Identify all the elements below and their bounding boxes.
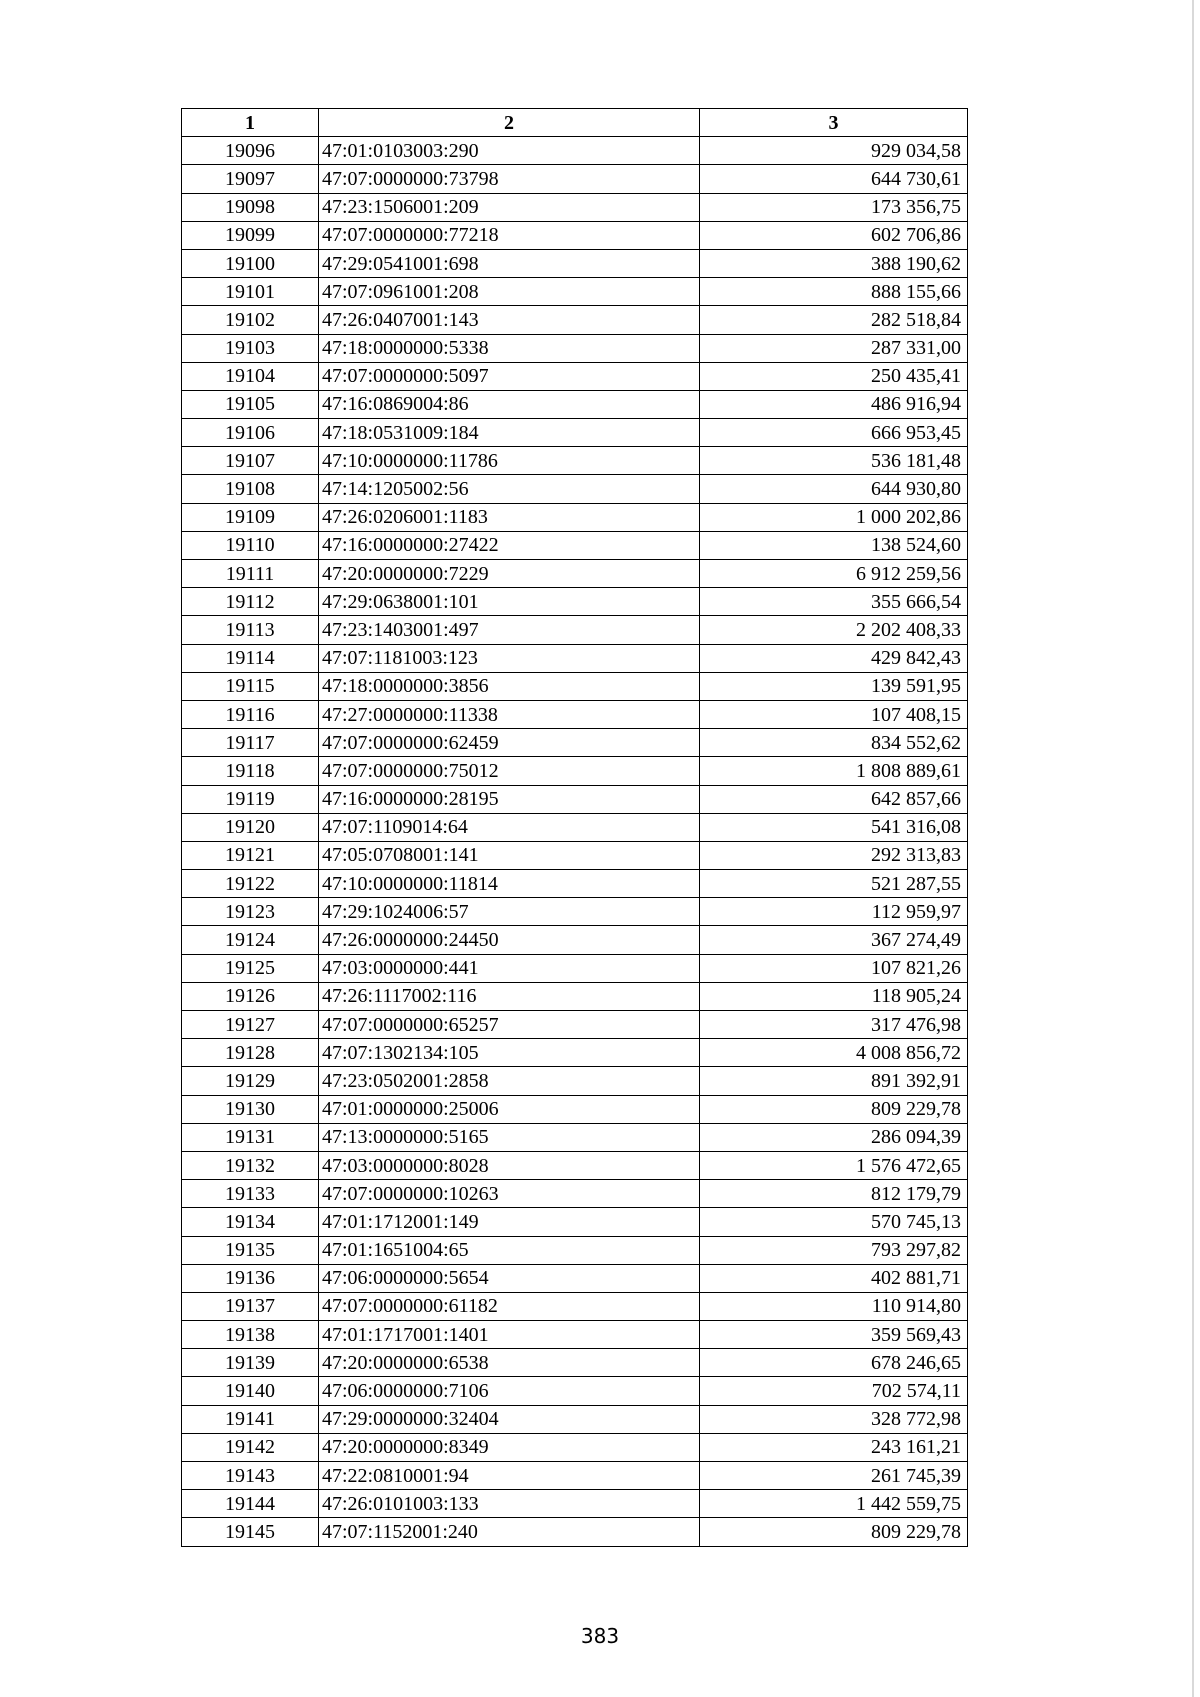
cadastral-number-cell: 47:10:0000000:11814	[319, 870, 700, 898]
cadastral-number-cell: 47:23:1403001:497	[319, 616, 700, 644]
table-row	[182, 419, 968, 447]
table-row	[182, 334, 968, 362]
row-number-cell: 19141	[182, 1405, 319, 1433]
table-row	[182, 362, 968, 390]
value-cell: 4 008 856,72	[700, 1039, 968, 1067]
value-cell: 812 179,79	[700, 1180, 968, 1208]
value-cell: 173 356,75	[700, 193, 968, 221]
cadastral-number-cell: 47:07:1109014:64	[319, 813, 700, 841]
table-row	[182, 306, 968, 334]
table-row	[182, 137, 968, 165]
table-row	[182, 616, 968, 644]
value-cell: 317 476,98	[700, 1011, 968, 1039]
cadastral-number-cell: 47:26:1117002:116	[319, 982, 700, 1010]
row-number-cell: 19124	[182, 926, 319, 954]
row-number-cell: 19116	[182, 700, 319, 728]
value-cell: 107 821,26	[700, 954, 968, 982]
row-number-cell: 19105	[182, 390, 319, 418]
cadastral-number-cell: 47:07:1152001:240	[319, 1518, 700, 1546]
value-cell: 250 435,41	[700, 362, 968, 390]
table-row	[182, 1462, 968, 1490]
table-row	[182, 954, 968, 982]
row-number-cell: 19114	[182, 644, 319, 672]
cadastral-number-cell: 47:07:1302134:105	[319, 1039, 700, 1067]
value-cell: 2 202 408,33	[700, 616, 968, 644]
row-number-cell: 19102	[182, 306, 319, 334]
value-cell: 536 181,48	[700, 447, 968, 475]
value-cell: 1 576 472,65	[700, 1151, 968, 1179]
table-row	[182, 1264, 968, 1292]
value-cell: 1 000 202,86	[700, 503, 968, 531]
table-row	[182, 1011, 968, 1039]
row-number-cell: 19122	[182, 870, 319, 898]
cadastral-number-cell: 47:18:0531009:184	[319, 419, 700, 447]
cadastral-number-cell: 47:01:0103003:290	[319, 137, 700, 165]
table-row	[182, 1321, 968, 1349]
row-number-cell: 19143	[182, 1462, 319, 1490]
data-table	[181, 108, 968, 1547]
cadastral-number-cell: 47:05:0708001:141	[319, 841, 700, 869]
cadastral-number-cell: 47:22:0810001:94	[319, 1462, 700, 1490]
value-cell: 282 518,84	[700, 306, 968, 334]
value-cell: 292 313,83	[700, 841, 968, 869]
table-row	[182, 785, 968, 813]
header-row	[182, 109, 968, 137]
row-number-cell: 19138	[182, 1321, 319, 1349]
table-row	[182, 813, 968, 841]
table-row	[182, 870, 968, 898]
row-number-cell: 19111	[182, 560, 319, 588]
row-number-cell: 19123	[182, 898, 319, 926]
value-cell: 793 297,82	[700, 1236, 968, 1264]
cadastral-number-cell: 47:26:0101003:133	[319, 1490, 700, 1518]
cadastral-number-cell: 47:07:0000000:61182	[319, 1292, 700, 1320]
cadastral-number-cell: 47:26:0206001:1183	[319, 503, 700, 531]
value-cell: 243 161,21	[700, 1433, 968, 1461]
cadastral-number-cell: 47:07:0000000:10263	[319, 1180, 700, 1208]
row-number-cell: 19112	[182, 588, 319, 616]
row-number-cell: 19144	[182, 1490, 319, 1518]
row-number-cell: 19104	[182, 362, 319, 390]
value-cell: 328 772,98	[700, 1405, 968, 1433]
value-cell: 678 246,65	[700, 1349, 968, 1377]
table-row	[182, 560, 968, 588]
table-row	[182, 1377, 968, 1405]
table-header	[182, 109, 968, 137]
cadastral-number-cell: 47:06:0000000:5654	[319, 1264, 700, 1292]
table-row	[182, 926, 968, 954]
row-number-cell: 19130	[182, 1095, 319, 1123]
cadastral-number-cell: 47:16:0869004:86	[319, 390, 700, 418]
row-number-cell: 19103	[182, 334, 319, 362]
row-number-cell: 19107	[182, 447, 319, 475]
cadastral-number-cell: 47:26:0407001:143	[319, 306, 700, 334]
value-cell: 486 916,94	[700, 390, 968, 418]
value-cell: 388 190,62	[700, 249, 968, 277]
table-row	[182, 503, 968, 531]
row-number-cell: 19129	[182, 1067, 319, 1095]
row-number-cell: 19135	[182, 1236, 319, 1264]
cadastral-number-cell: 47:07:0000000:62459	[319, 729, 700, 757]
cadastral-number-cell: 47:27:0000000:11338	[319, 700, 700, 728]
row-number-cell: 19098	[182, 193, 319, 221]
value-cell: 929 034,58	[700, 137, 968, 165]
row-number-cell: 19128	[182, 1039, 319, 1067]
cadastral-number-cell: 47:14:1205002:56	[319, 475, 700, 503]
cadastral-number-cell: 47:18:0000000:5338	[319, 334, 700, 362]
row-number-cell: 19101	[182, 278, 319, 306]
cadastral-number-cell: 47:01:0000000:25006	[319, 1095, 700, 1123]
row-number-cell: 19118	[182, 757, 319, 785]
value-cell: 570 745,13	[700, 1208, 968, 1236]
value-cell: 1 808 889,61	[700, 757, 968, 785]
value-cell: 286 094,39	[700, 1123, 968, 1151]
value-cell: 644 730,61	[700, 165, 968, 193]
table-row	[182, 1123, 968, 1151]
cadastral-number-cell: 47:06:0000000:7106	[319, 1377, 700, 1405]
cadastral-number-cell: 47:20:0000000:7229	[319, 560, 700, 588]
table-container	[181, 108, 967, 1547]
table-row	[182, 588, 968, 616]
row-number-cell: 19097	[182, 165, 319, 193]
table-row	[182, 1518, 968, 1546]
value-cell: 6 912 259,56	[700, 560, 968, 588]
table-row	[182, 193, 968, 221]
table-row	[182, 1349, 968, 1377]
cadastral-number-cell: 47:03:0000000:8028	[319, 1151, 700, 1179]
table-row	[182, 1095, 968, 1123]
cadastral-number-cell: 47:16:0000000:28195	[319, 785, 700, 813]
value-cell: 521 287,55	[700, 870, 968, 898]
cadastral-number-cell: 47:01:1712001:149	[319, 1208, 700, 1236]
value-cell: 888 155,66	[700, 278, 968, 306]
value-cell: 1 442 559,75	[700, 1490, 968, 1518]
row-number-cell: 19139	[182, 1349, 319, 1377]
table-row	[182, 729, 968, 757]
cadastral-number-cell: 47:03:0000000:441	[319, 954, 700, 982]
row-number-cell: 19120	[182, 813, 319, 841]
row-number-cell: 19136	[182, 1264, 319, 1292]
row-number-cell: 19126	[182, 982, 319, 1010]
value-cell: 112 959,97	[700, 898, 968, 926]
value-cell: 642 857,66	[700, 785, 968, 813]
value-cell: 702 574,11	[700, 1377, 968, 1405]
page-edge-line	[1192, 0, 1194, 1697]
table-row	[182, 249, 968, 277]
cadastral-number-cell: 47:20:0000000:8349	[319, 1433, 700, 1461]
table-row	[182, 700, 968, 728]
value-cell: 359 569,43	[700, 1321, 968, 1349]
cadastral-number-cell: 47:07:0961001:208	[319, 278, 700, 306]
table-row	[182, 531, 968, 559]
cadastral-number-cell: 47:13:0000000:5165	[319, 1123, 700, 1151]
value-cell: 644 930,80	[700, 475, 968, 503]
row-number-cell: 19108	[182, 475, 319, 503]
cadastral-number-cell: 47:29:1024006:57	[319, 898, 700, 926]
table-row	[182, 1151, 968, 1179]
row-number-cell: 19137	[182, 1292, 319, 1320]
table-row	[182, 221, 968, 249]
cadastral-number-cell: 47:10:0000000:11786	[319, 447, 700, 475]
cadastral-number-cell: 47:29:0000000:32404	[319, 1405, 700, 1433]
row-number-cell: 19132	[182, 1151, 319, 1179]
cadastral-number-cell: 47:29:0541001:698	[319, 249, 700, 277]
value-cell: 367 274,49	[700, 926, 968, 954]
row-number-cell: 19121	[182, 841, 319, 869]
value-cell: 602 706,86	[700, 221, 968, 249]
value-cell: 834 552,62	[700, 729, 968, 757]
value-cell: 118 905,24	[700, 982, 968, 1010]
cadastral-number-cell: 47:01:1651004:65	[319, 1236, 700, 1264]
header-cell-1: 1	[182, 109, 319, 137]
table-row	[182, 1405, 968, 1433]
value-cell: 541 316,08	[700, 813, 968, 841]
value-cell: 809 229,78	[700, 1518, 968, 1546]
row-number-cell: 19142	[182, 1433, 319, 1461]
value-cell: 666 953,45	[700, 419, 968, 447]
cadastral-number-cell: 47:07:0000000:65257	[319, 1011, 700, 1039]
value-cell: 891 392,91	[700, 1067, 968, 1095]
value-cell: 809 229,78	[700, 1095, 968, 1123]
value-cell: 261 745,39	[700, 1462, 968, 1490]
row-number-cell: 19110	[182, 531, 319, 559]
row-number-cell: 19125	[182, 954, 319, 982]
cadastral-number-cell: 47:16:0000000:27422	[319, 531, 700, 559]
table-row	[182, 1208, 968, 1236]
row-number-cell: 19133	[182, 1180, 319, 1208]
table-row	[182, 1292, 968, 1320]
cadastral-number-cell: 47:07:0000000:77218	[319, 221, 700, 249]
table-row	[182, 982, 968, 1010]
row-number-cell: 19117	[182, 729, 319, 757]
row-number-cell: 19119	[182, 785, 319, 813]
table-row	[182, 390, 968, 418]
value-cell: 355 666,54	[700, 588, 968, 616]
cadastral-number-cell: 47:07:1181003:123	[319, 644, 700, 672]
row-number-cell: 19113	[182, 616, 319, 644]
cadastral-number-cell: 47:07:0000000:5097	[319, 362, 700, 390]
cadastral-number-cell: 47:07:0000000:73798	[319, 165, 700, 193]
cadastral-number-cell: 47:26:0000000:24450	[319, 926, 700, 954]
table-row	[182, 644, 968, 672]
table-row	[182, 672, 968, 700]
table-row	[182, 841, 968, 869]
table-body	[182, 137, 968, 1546]
value-cell: 429 842,43	[700, 644, 968, 672]
value-cell: 110 914,80	[700, 1292, 968, 1320]
header-cell-2: 2	[319, 109, 700, 137]
cadastral-number-cell: 47:29:0638001:101	[319, 588, 700, 616]
row-number-cell: 19099	[182, 221, 319, 249]
value-cell: 139 591,95	[700, 672, 968, 700]
table-row	[182, 1236, 968, 1264]
table-row	[182, 165, 968, 193]
cadastral-number-cell: 47:01:1717001:1401	[319, 1321, 700, 1349]
row-number-cell: 19109	[182, 503, 319, 531]
row-number-cell: 19145	[182, 1518, 319, 1546]
table-row	[182, 898, 968, 926]
row-number-cell: 19140	[182, 1377, 319, 1405]
row-number-cell: 19131	[182, 1123, 319, 1151]
cadastral-number-cell: 47:23:1506001:209	[319, 193, 700, 221]
header-cell-3: 3	[700, 109, 968, 137]
cadastral-number-cell: 47:20:0000000:6538	[319, 1349, 700, 1377]
row-number-cell: 19096	[182, 137, 319, 165]
cadastral-number-cell: 47:07:0000000:75012	[319, 757, 700, 785]
table-row	[182, 1433, 968, 1461]
cadastral-number-cell: 47:23:0502001:2858	[319, 1067, 700, 1095]
table-row	[182, 1067, 968, 1095]
value-cell: 107 408,15	[700, 700, 968, 728]
value-cell: 287 331,00	[700, 334, 968, 362]
table-row	[182, 447, 968, 475]
row-number-cell: 19115	[182, 672, 319, 700]
cadastral-number-cell: 47:18:0000000:3856	[319, 672, 700, 700]
row-number-cell: 19106	[182, 419, 319, 447]
table-row	[182, 278, 968, 306]
row-number-cell: 19134	[182, 1208, 319, 1236]
table-row	[182, 475, 968, 503]
page-number: 383	[580, 1624, 620, 1648]
table-row	[182, 757, 968, 785]
table-row	[182, 1039, 968, 1067]
table-row	[182, 1490, 968, 1518]
value-cell: 138 524,60	[700, 531, 968, 559]
row-number-cell: 19127	[182, 1011, 319, 1039]
value-cell: 402 881,71	[700, 1264, 968, 1292]
table-row	[182, 1180, 968, 1208]
row-number-cell: 19100	[182, 249, 319, 277]
